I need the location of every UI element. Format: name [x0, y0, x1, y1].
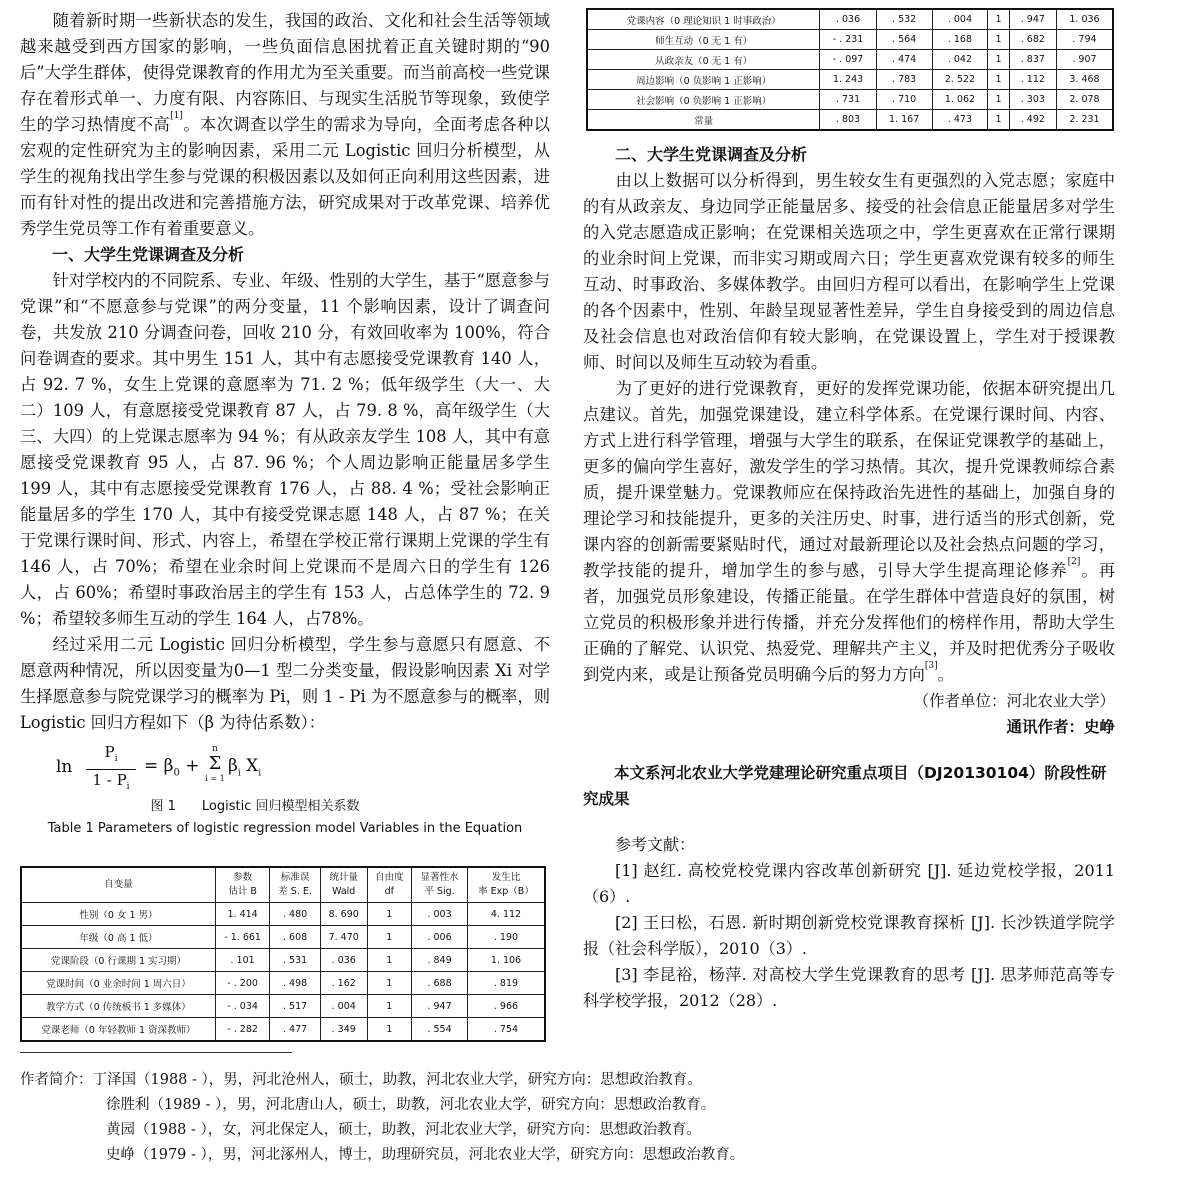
logistic-formula — [56, 742, 550, 794]
table-row — [21, 926, 545, 949]
table-cell: . 803 — [820, 110, 876, 131]
table-cell: 1 — [988, 9, 1009, 30]
table-cell: . 101 — [215, 949, 269, 972]
table-cell: 1 — [988, 50, 1009, 70]
table-row-label: 党课阶段（0 行课期 1 实习期） — [21, 949, 215, 972]
table-cell: 1. 414 — [215, 903, 269, 926]
header-df: 自由度 df — [367, 867, 412, 903]
table-cell: 1 — [367, 903, 412, 926]
table-cell: 1 — [367, 1018, 412, 1042]
table-cell: . 754 — [467, 1018, 545, 1042]
table-cell: . 003 — [412, 903, 468, 926]
table-cell: . 162 — [320, 972, 367, 995]
regression-table-part2 — [586, 8, 1114, 131]
section-2-heading: 二、大学生党课调查及分析 — [615, 145, 808, 164]
model-paragraph: 经过采用二元 Logistic 回归分析模型，学生参与意愿只有愿意、不愿意两种情况，所以因变量为0—1 型二分类变量，假设影响因素 Xi 对学生择愿意参与院党课学习的概率为 Pi，则 1 - Pi 为不愿意参与的概率，则 Logistic 回归方程如下（β 为待估系数）： — [20, 635, 550, 732]
intro-paragraph — [20, 8, 550, 242]
suggestions-paragraph: 为了更好的进行党课教育，更好的发挥党课功能，依据本研究提出几点建议。首先，加强党课建设，建立科学体系。在党课行课时间、内容、方式上进行科学管理，增强与大学生的联系，在保证党课教学的基础上，更多的偏向学生喜好，激发学生的学习热情。其次，提升党课教师综合素质，提升课堂魅力。党课教师应在保持政治先进性的基础上，加强自身的理论学习和技能提升，更多的关注历史、时事，进行适当的形式创新，党课内容的创新需要紧贴时代，通过对最新理论以及社会热点问题的学习，教学技能的提升，增加学生的参与感，引导大学生提高理论修养[2]。再者，加强党员形象建设，传播正能量。在学生群体中营造良好的氛围，树立党员的积极形象并进行传播，并充分发挥他们的榜样作用，帮助大学生正确的了解党、认识党、热爱党、理解共产主义，并及时把优秀分子吸收到党内来，或是让预备党员明确今后的努力方向[3]。 — [583, 379, 1115, 684]
table-cell: . 004 — [932, 9, 988, 30]
table-row — [21, 949, 545, 972]
table-cell: 2. 078 — [1056, 90, 1113, 110]
table-cell: . 190 — [467, 926, 545, 949]
table-cell: . 303 — [1009, 90, 1056, 110]
section-1-heading: 一、大学生党课调查及分析 — [52, 245, 245, 264]
table-cell: 1. 167 — [876, 110, 932, 131]
table-row — [21, 1018, 545, 1042]
table-row — [587, 70, 1113, 90]
table-cell: 1 — [988, 30, 1009, 50]
table-cell: . 474 — [876, 50, 932, 70]
table-cell: 1. 062 — [932, 90, 988, 110]
table-cell: . 819 — [467, 972, 545, 995]
table-cell: . 517 — [270, 995, 321, 1018]
table-cell: . 477 — [270, 1018, 321, 1042]
table-cell: 1 — [367, 972, 412, 995]
funding-note: 本文系河北农业大学党建理论研究重点项目（DJ20130104）阶段性研究成果 — [583, 764, 1107, 808]
table-cell: . 794 — [1056, 30, 1113, 50]
table-row — [21, 972, 545, 995]
table-cell: - . 200 — [215, 972, 269, 995]
table-cell: 3. 468 — [1056, 70, 1113, 90]
intro-text: 随着新时期一些新状态的发生，我国的政治、文化和社会生活等领域越来越受到西方国家的影响，一些负面信息困扰着正直关键时期的“90后”大学生群体，使得党课教育的作用尤为至关重要。而当前高校一些党课存在着形式单一、力度有限、内容陈旧、与现实生活脱节等现象，致使学生的学习热情度不高 — [20, 11, 550, 134]
author-bio-line: 黄园（1988 - ），女，河北保定人，硕士，助教，河北农业大学，研究方向：思想政治教育。 — [106, 1122, 701, 1138]
table-row-label: 从政亲友（0 无 1 有） — [587, 50, 820, 70]
formula-ln: ln — [56, 757, 73, 777]
table-cell: 7. 470 — [320, 926, 367, 949]
table-cell: . 731 — [820, 90, 876, 110]
table-cell: . 837 — [1009, 50, 1056, 70]
reference-item: [1] 赵红. 高校党校党课内容改革创新研究 [J]. 延边党校学报，2011（6）. — [583, 861, 1115, 906]
table-cell: . 966 — [467, 995, 545, 1018]
table-row-label: 党课时间（0 业余时间 1 周六日） — [21, 972, 215, 995]
references-title: 参考文献： — [615, 835, 696, 854]
table-cell: - . 097 — [820, 50, 876, 70]
table-cell: . 532 — [876, 9, 932, 30]
table-cell: . 710 — [876, 90, 932, 110]
table-cell: . 564 — [876, 30, 932, 50]
table-row-label: 党课内容（0 理论知识 1 时事政治） — [587, 9, 820, 30]
table-cell: . 688 — [412, 972, 468, 995]
table-cell: . 112 — [1009, 70, 1056, 90]
table-cell: 2. 522 — [932, 70, 988, 90]
table-row — [21, 903, 545, 926]
formula-term: $\beta_i$ $X_i$ — [228, 756, 262, 779]
table-cell: . 947 — [1009, 9, 1056, 30]
intro-text-2: 。本次调查以学生的需求为导向，全面考虑各种以宏观的定性研究为主的影响因素，采用二元 Logistic 回归分析模型，从学生的视角找出学生参与党课的积极因素以及如何正向利用这些因素，进而有针对性的提出改进和完善措施方法，研究成果对于改革党课、培养优秀学生党员等工作有着重要意义。 — [20, 115, 550, 238]
header-wald: 统计量 Wald — [320, 867, 367, 903]
author-bio-line: 徐胜利（1989 - ），男，河北唐山人，硕士，助教，河北农业大学，研究方向：思想政治教育。 — [106, 1097, 716, 1113]
table-cell: . 480 — [270, 903, 321, 926]
table-cell: 1. 243 — [820, 70, 876, 90]
author-bios — [20, 1068, 1180, 1168]
header-sig: 显著性水 平 Sig. — [412, 867, 468, 903]
table-row — [587, 30, 1113, 50]
table-row-label: 党课老师（0 年轻教师 1 资深教师） — [21, 1018, 215, 1042]
table-cell: 1 — [988, 110, 1009, 131]
table-cell: . 498 — [270, 972, 321, 995]
figure-caption-zh: 图 1 Logistic 回归模型相关系数 — [150, 799, 360, 814]
footnote-divider — [20, 1052, 292, 1053]
table-row-label: 年级（0 高 1 低） — [21, 926, 215, 949]
header-variable: 自变量 — [21, 867, 215, 903]
survey-paragraph: 针对学校内的不同院系、专业、年级、性别的大学生，基于“愿意参与党课”和“不愿意参与党课”的两分变量，11 个影响因素，设计了调查问卷，共发放 210 分调查问卷，回收 210 分，有效回收率为 100%，符合问卷调查的要求。其中男生 151 人，其中有志愿接受党课教育 140 人，占 92. 7 %，女生上党课的意愿率为 71. 2 %；低年级学生（大一、大二）109 人，有意愿接受党课教育 87 人，占 79. 8 %，高年级学生（大三、大四）的上党课志愿率为 94 %；有从政亲友学生 108 人，其中有意愿接受党课教育 95 人，占 87. 96 %；个人周边影响正能量居多学生 199 人，其中有志愿接受党课教育 176 人，占 88. 4 %；受社会影响正能量居多的学生 170 人，其中有接受党课志愿 148 人，占 87 %；在关于党课行课时间、形式、内容上，希望在学校正常行课期上党课的学生有 146 人，占 70%；希望在业余时间上党课而不是周六日的学生有 126 人，占 60%；希望时事政治居主的学生有 153 人，占总体学生的 72. 9 %；希望较多师生互动的学生 164 人，占78%。 — [20, 271, 550, 628]
table-row-label: 师生互动（0 无 1 有） — [587, 30, 820, 50]
author-bio-line: 史峥（1979 - ），男，河北涿州人，博士，助理研究员，河北农业大学，研究方向：思想政治教育。 — [106, 1147, 745, 1163]
table-cell: . 907 — [1056, 50, 1113, 70]
table-header-row — [21, 867, 545, 903]
table-cell: . 036 — [320, 949, 367, 972]
table-row-label: 周边影响（0 负影响 1 正影响） — [587, 70, 820, 90]
table-cell: . 531 — [270, 949, 321, 972]
table-cell: 1 — [988, 70, 1009, 90]
table-row-label: 社会影响（0 负影响 1 正影响） — [587, 90, 820, 110]
table-row — [587, 90, 1113, 110]
table-cell: - . 034 — [215, 995, 269, 1018]
header-exp: 发生比 率 Exp（B） — [467, 867, 545, 903]
table-cell: . 168 — [932, 30, 988, 50]
table-cell: 1 — [988, 90, 1009, 110]
left-column — [20, 0, 550, 840]
table-row-label: 常量 — [587, 110, 820, 131]
corresponding-author: 通讯作者：史峥 — [1006, 718, 1115, 736]
table-cell: . 036 — [820, 9, 876, 30]
table-cell: . 849 — [412, 949, 468, 972]
table-cell: . 492 — [1009, 110, 1056, 131]
table-cell: 2. 231 — [1056, 110, 1113, 131]
header-se: 标准误 差 S. E. — [270, 867, 321, 903]
table-cell: - 1. 661 — [215, 926, 269, 949]
table-row — [587, 50, 1113, 70]
table-cell: . 783 — [876, 70, 932, 90]
right-column — [583, 142, 1115, 1014]
table-cell: 1 — [367, 995, 412, 1018]
formula-fraction: $P_i$ $1 - P_i$ — [86, 742, 136, 797]
table-row — [587, 9, 1113, 30]
header-b: 参数 估计 B — [215, 867, 269, 903]
analysis-paragraph: 由以上数据可以分析得到，男生较女生有更强烈的入党志愿；家庭中的有从政亲友、身边同学正能量居多、接受的社会信息正能量居多对学生的入党志愿造成正影响；在党课相关选项之中，学生更喜欢在正常行课期的业余时间上党课，而非实习期或周六日；学生更喜欢党课有较多的师生互动、时事政治、多媒体教学。由回归方程可以看出，在影响学生上党课的各个因素中，性别、年龄呈现显著性差异，学生自身接受到的周边信息及社会信息也对政治信仰有较大影响，在党课设置上，学生对于授课教师、时间以及师生互动较为看重。 — [583, 171, 1115, 372]
table-cell: . 042 — [932, 50, 988, 70]
citation-2: [2] — [1067, 557, 1081, 567]
table-cell: - . 231 — [820, 30, 876, 50]
table-cell: . 554 — [412, 1018, 468, 1042]
table-row — [21, 995, 545, 1018]
citation-1: [1] — [170, 111, 183, 121]
author-bio-label: 作者简介： — [20, 1072, 93, 1088]
table-cell: . 004 — [320, 995, 367, 1018]
reference-item: [2] 王曰松，石恩. 新时期创新党校党课教育探析 [J]. 长沙铁道学院学报（社会科学版），2010（3）. — [583, 913, 1115, 958]
table-cell: 1. 106 — [467, 949, 545, 972]
table-cell: 1 — [367, 949, 412, 972]
citation-3: [3] — [924, 661, 938, 671]
table-cell: . 349 — [320, 1018, 367, 1042]
author-bio-line: 作者简介：丁泽国（1988 - ），男，河北沧州人，硕士，助教，河北农业大学，研究方向：思想政治教育。 — [20, 1072, 702, 1088]
table1-body — [21, 903, 545, 1042]
table-cell: 4. 112 — [467, 903, 545, 926]
table-cell: 8. 690 — [320, 903, 367, 926]
table-cell: . 608 — [270, 926, 321, 949]
reference-item: [3] 李昆裕，杨萍. 对高校大学生党课教育的思考 [J]. 思茅师范高等专科学校学报，2012（28）. — [583, 965, 1115, 1010]
table-row — [587, 110, 1113, 131]
table-cell: 1. 036 — [1056, 9, 1113, 30]
table-row-label: 教学方式（0 传统板书 1 多媒体） — [21, 995, 215, 1018]
table-cell: . 947 — [412, 995, 468, 1018]
formula-rhs: = $\beta_0$ + — [144, 756, 200, 779]
regression-table-part1 — [20, 866, 546, 1042]
table2-body — [587, 9, 1113, 130]
affiliation: （作者单位：河北农业大学） — [913, 692, 1115, 710]
formula-sum: n Σ i = 1 — [205, 744, 225, 783]
table-cell: . 006 — [412, 926, 468, 949]
figure-caption-en: Table 1 Parameters of logistic regression model Variables in the Equation — [47, 821, 523, 836]
table-cell: . 682 — [1009, 30, 1056, 50]
table-row-label: 性别（0 女 1 男） — [21, 903, 215, 926]
table-cell: - . 282 — [215, 1018, 269, 1042]
table-cell: 1 — [367, 926, 412, 949]
table-cell: . 473 — [932, 110, 988, 131]
